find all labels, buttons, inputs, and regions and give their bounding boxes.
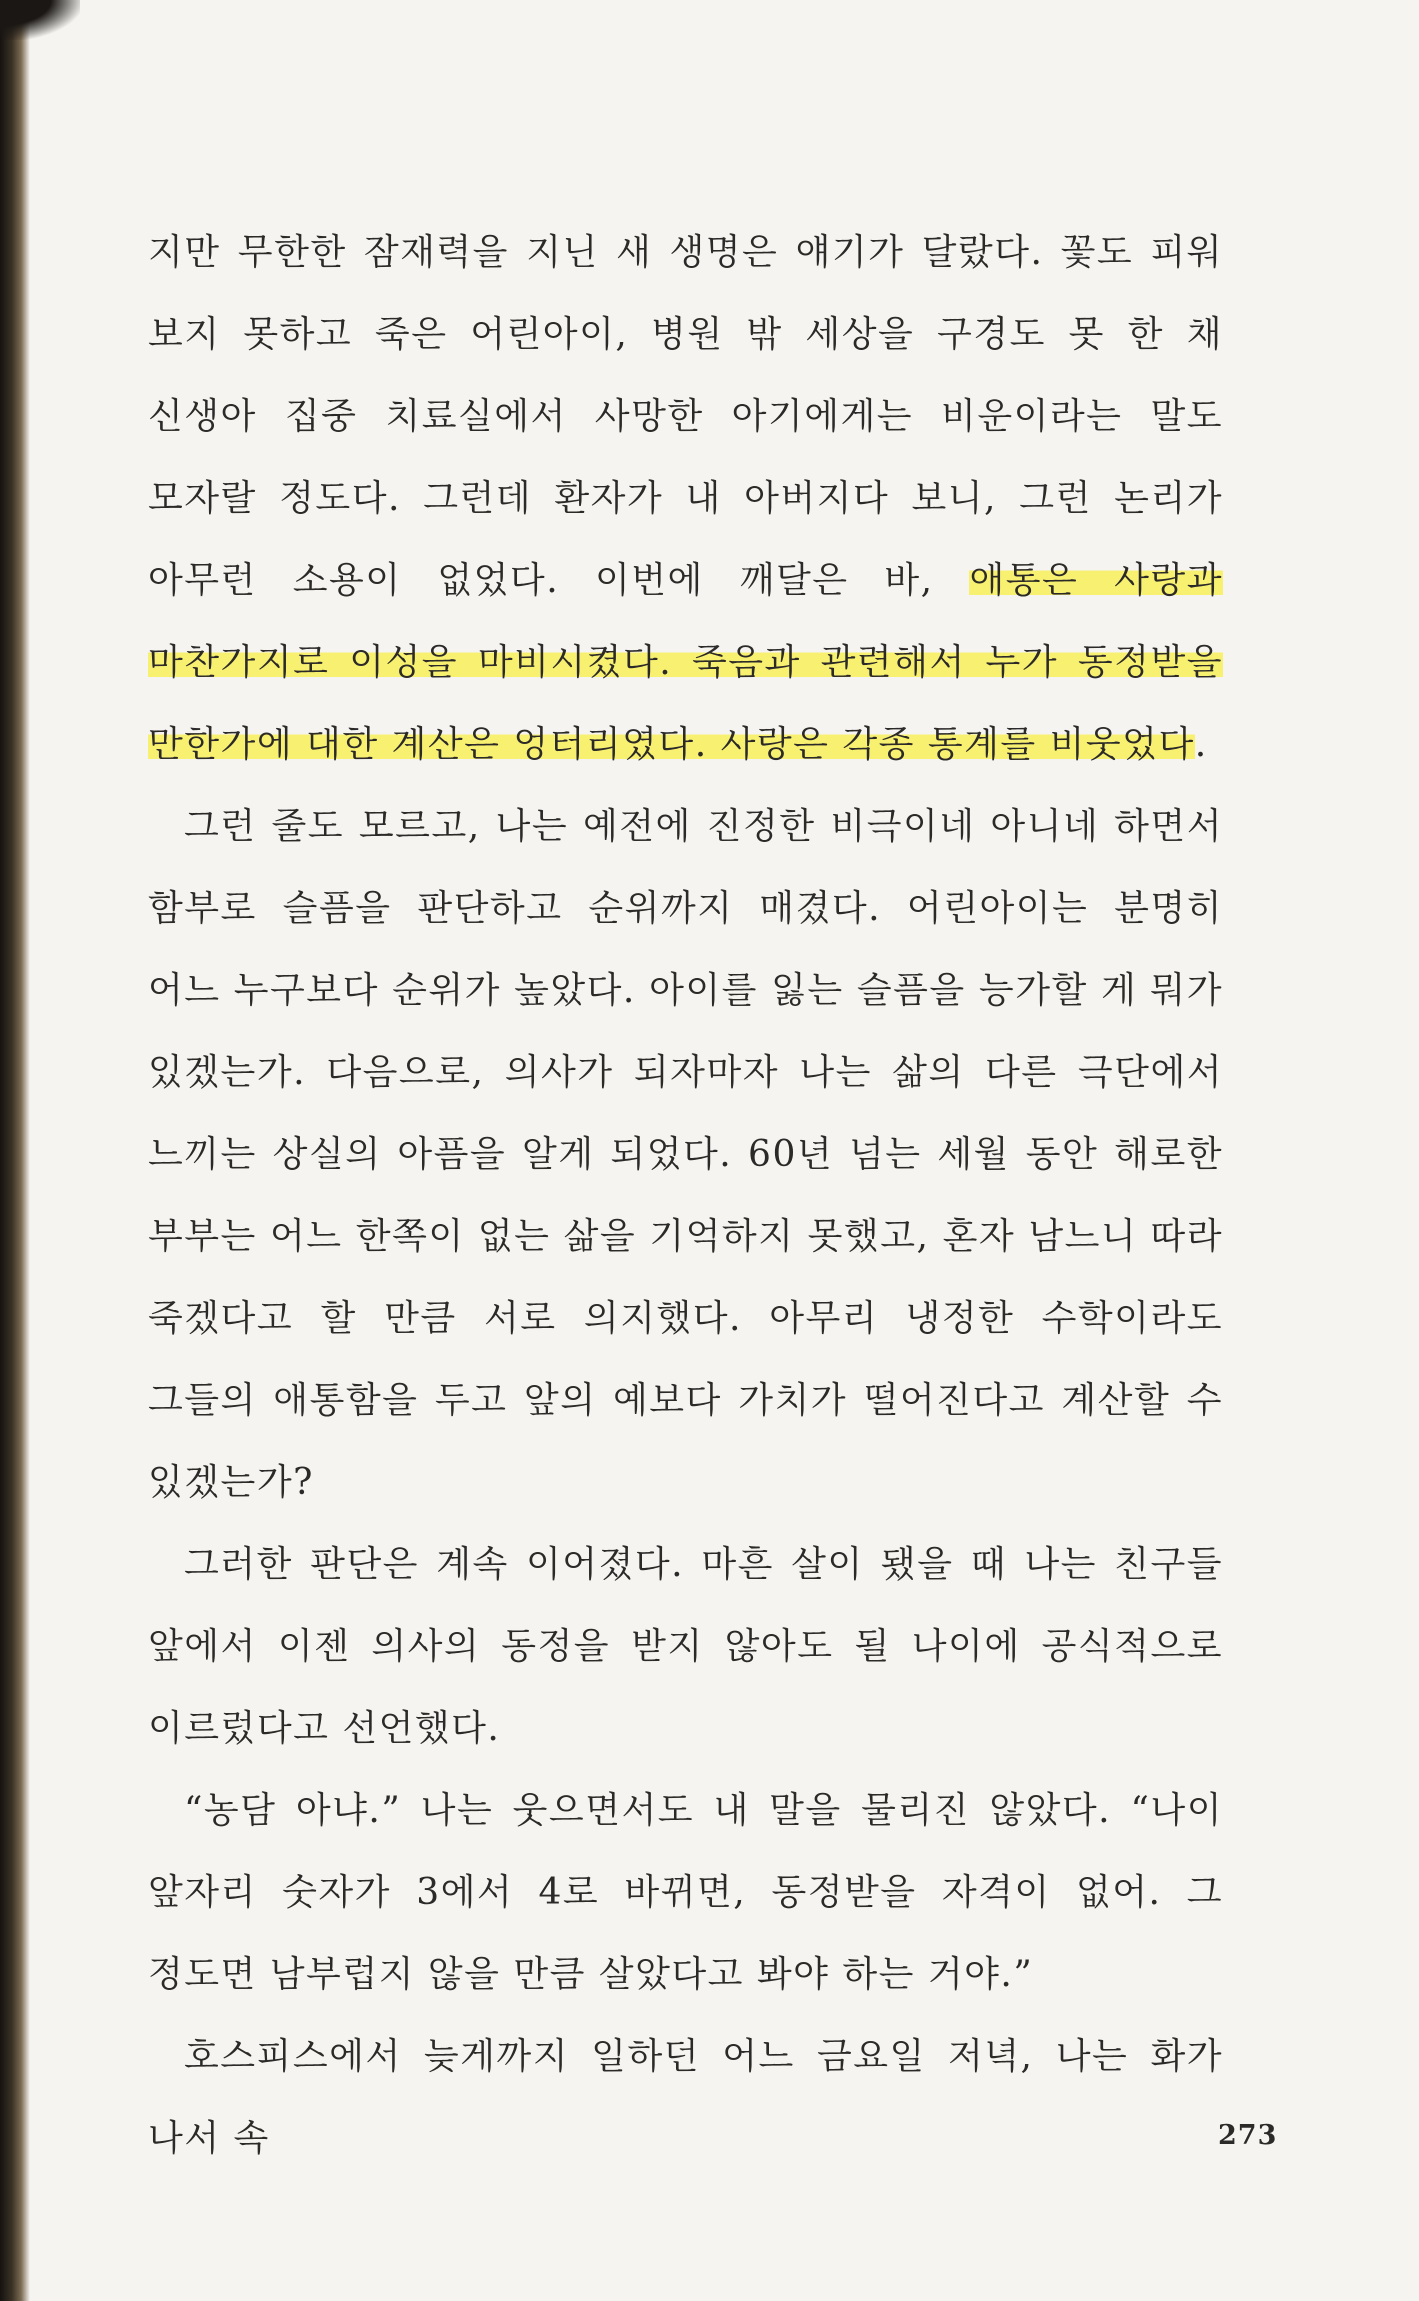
paragraph-1: [148, 212, 1223, 786]
paragraph-2: 그런 줄도 모르고, 나는 예전에 진정한 비극이네 아니네 하면서 함부로 슬픔을 판단하고 순위까지 매겼다. 어린아이는 분명히 어느 누구보다 순위가 높았다. 아이를 잃는 슬픔을 능가할 게 뭐가 있겠는가. 다음으로, 의사가 되자마자 나는 삶의 다른 극단에서 느끼는 상실의 아픔을 알게 되었다. 60년 넘는 세월 동안 해로한 부부는 어느 한쪽이 없는 삶을 기억하지 못했고, 혼자 남느니 따라 죽겠다고 할 만큼 서로 의지했다. 아무리 냉정한 수학이라도 그들의 애통함을 두고 앞의 예보다 가치가 떨어진다고 계산할 수 있겠는가?: [148, 806, 1223, 1503]
paragraph-5: 호스피스에서 늦게까지 일하던 어느 금요일 저녁, 나는 화가 나서 속: [148, 2036, 1223, 2159]
page-number: 273: [1218, 2120, 1278, 2151]
paragraph-3: 그러한 판단은 계속 이어졌다. 마흔 살이 됐을 때 나는 친구들 앞에서 이젠 의사의 동정을 받지 않아도 될 나이에 공식적으로 이르렀다고 선언했다.: [148, 1544, 1223, 1749]
paragraph-1-end: .: [1194, 724, 1208, 765]
body-text: [148, 212, 1223, 2180]
book-spine-shadow: [0, 0, 30, 2301]
paragraph-1-text: 지만 무한한 잠재력을 지닌 새 생명은 얘기가 달랐다. 꽃도 피워 보지 못하고 죽은 어린아이, 병원 밖 세상을 구경도 못 한 채 신생아 집중 치료실에서 사망한 아기에게는 비운이라는 말도 모자랄 정도다. 그런데 환자가 내 아버지다 보니, 그런 논리가 아무런 소용이 없었다. 이번에 깨달은 바,: [148, 232, 1223, 601]
paragraph-4: “농담 아냐.” 나는 웃으면서도 내 말을 물리진 않았다. “나이 앞자리 숫자가 3에서 4로 바뀌면, 동정받을 자격이 없어. 그 정도면 남부럽지 않을 만큼 살았다고 봐야 하는 거야.”: [148, 1790, 1223, 1995]
highlighted-passage: 애통은 사랑과 마찬가지로 이성을 마비시켰다. 죽음과 관련해서 누가 동정받을 만한가에 대한 계산은 엉터리였다. 사랑은 각종 통계를 비웃었다: [148, 560, 1223, 765]
page-corner-shadow: [0, 0, 80, 40]
